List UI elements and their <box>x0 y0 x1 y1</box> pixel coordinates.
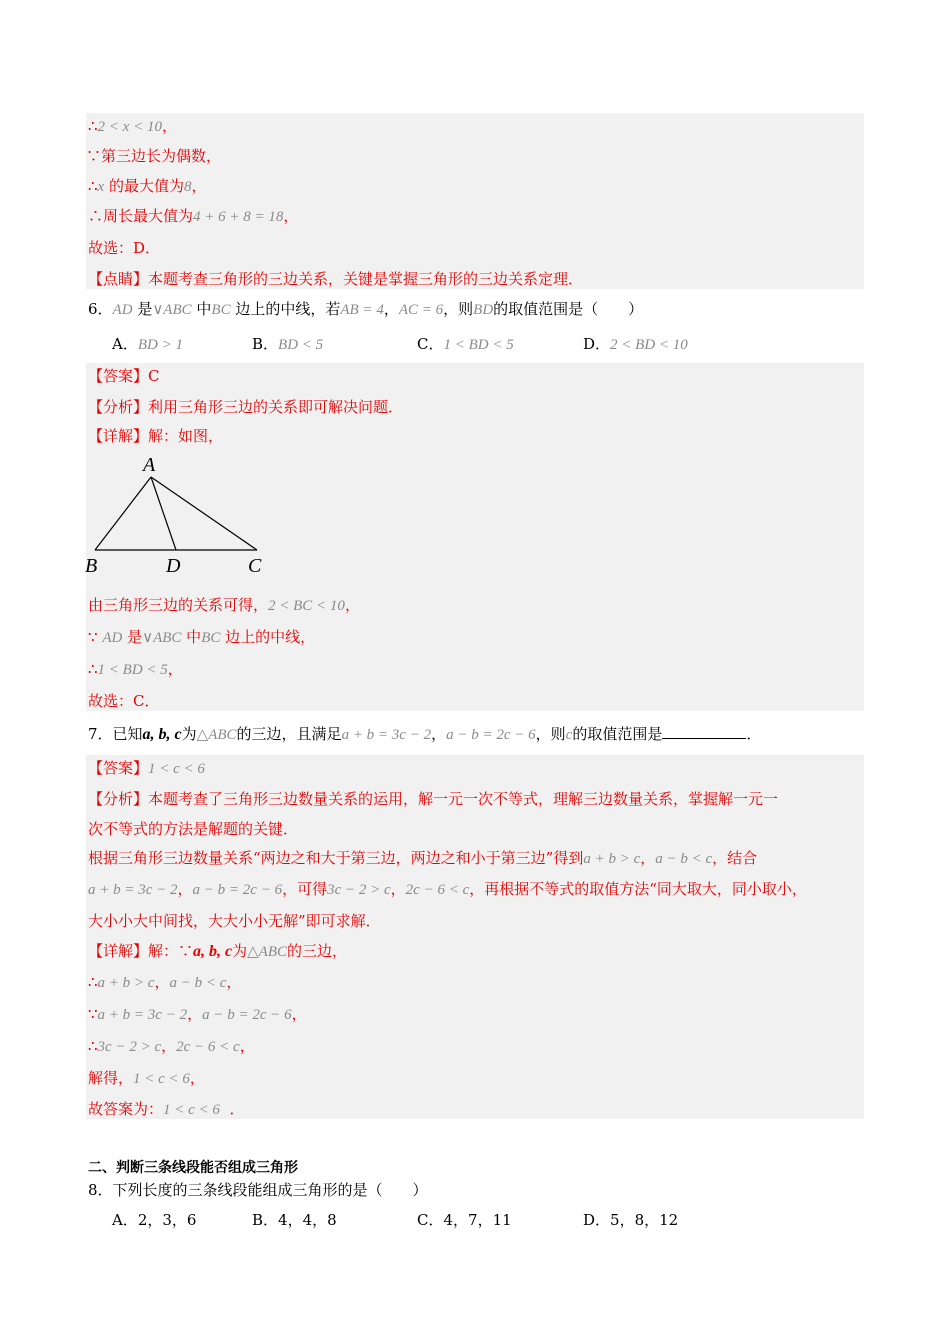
solution-line: ∵第三边长为偶数， <box>86 147 222 165</box>
answer-line: 【答案】1 < c < 6 <box>88 759 205 777</box>
answer-line: 【答案】C <box>88 367 160 385</box>
triangle-figure <box>80 452 280 582</box>
option-a: A．2，3，6 <box>112 1211 197 1229</box>
vertex-label-a: A <box>143 454 156 476</box>
detail-line: ∴3c − 2 > c，2c − 6 < c， <box>88 1037 255 1055</box>
analysis-line: 大小小大中间找，大大小小无解”即可求解． <box>88 912 381 930</box>
option-d: D．2 < BD < 10 <box>583 335 688 353</box>
vertex-label-c: C <box>248 555 262 577</box>
detail-line: 【详解】解：如图， <box>88 427 224 445</box>
median-ad <box>151 477 176 550</box>
detail-line: 解得，1 < c < 6， <box>88 1069 205 1087</box>
option-a: A．BD > 1 <box>112 335 183 353</box>
solution-line: ∴x 的最大值为8， <box>88 177 207 195</box>
solution-line: ∴1 < BD < 5， <box>88 660 183 678</box>
option-c: C．1 < BD < 5 <box>417 335 514 353</box>
analysis-line: 【分析】利用三角形三边的关系即可解决问题． <box>88 398 404 416</box>
analysis-line: a + b = 3c − 2，a − b = 2c − 6，可得3c − 2 > c，2c − 6 < c，再根据不等式的取值方法“同大取大，同小取小， <box>88 880 807 898</box>
question-8: 8．下列长度的三条线段能组成三角形的是（ ） <box>88 1181 428 1199</box>
detail-line: 【详解】解：∵a, b, c为△ABC的三边， <box>88 942 348 960</box>
solution-line: 故选：D． <box>88 239 161 257</box>
side-ab <box>95 477 151 550</box>
side-ac <box>151 477 257 550</box>
analysis-line: 根据三角形三边数量关系“两边之和大于第三边，两边之和小于第三边”得到a + b > c，a − b < c，结合 <box>88 849 758 867</box>
solution-line: 由三角形三边的关系可得，2 < BC < 10， <box>88 596 360 614</box>
option-c: C．4，7，11 <box>417 1211 512 1229</box>
option-b: B．4，4，8 <box>252 1211 337 1229</box>
solution-line: 故选：C． <box>88 692 160 710</box>
vertex-label-d: D <box>166 555 181 577</box>
question-7: 7．已知a, b, c为△ABC的三边，且满足a + b = 3c − 2，a − b = 2c − 6，则c的取值范围是 ． <box>88 725 762 743</box>
section-title: 二、判断三条线段能否组成三角形 <box>88 1160 298 1176</box>
detail-line: 故答案为：1 < c < 6 ． <box>88 1100 245 1118</box>
solution-block-1 <box>86 113 864 289</box>
solution-line: ∴2 < x < 10， <box>88 117 177 135</box>
option-b: B．BD < 5 <box>252 335 324 353</box>
option-d: D．5，8，12 <box>583 1211 679 1229</box>
detail-line: ∵a + b = 3c − 2，a − b = 2c − 6， <box>88 1005 307 1023</box>
analysis-line: 次不等式的方法是解题的关键． <box>88 820 299 838</box>
analysis-line: 【分析】本题考查了三角形三边数量关系的运用，解一元一次不等式，理解三边数量关系，掌握解一元一 <box>88 790 779 808</box>
question-6: 6．AD 是∨ABC 中BC 边上的中线，若AB = 4，AC = 6，则BD的取值范围是（ ） <box>88 300 644 318</box>
solution-comment: 【点睛】本题考查三角形的三边关系，关键是掌握三角形的三边关系定理． <box>88 270 584 288</box>
detail-line: ∴a + b > c，a − b < c， <box>88 973 242 991</box>
solution-line: ∴周长最大值为4 + 6 + 8 = 18， <box>88 207 299 225</box>
solution-line: ∵ AD 是∨ABC 中BC 边上的中线， <box>88 628 316 646</box>
vertex-label-b: B <box>85 555 98 577</box>
answer-blank[interactable] <box>662 724 746 739</box>
